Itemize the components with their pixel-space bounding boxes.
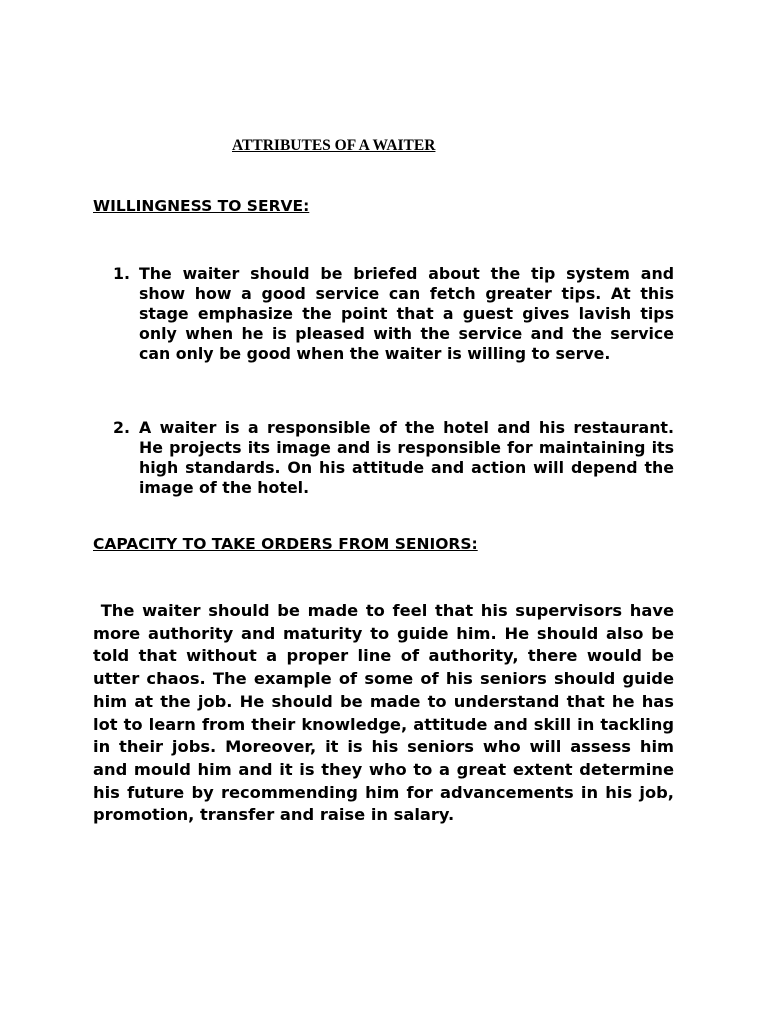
list-item-number: 1. (113, 264, 130, 283)
page-title: ATTRIBUTES OF A WAITER (232, 137, 436, 154)
section-heading-capacity: CAPACITY TO TAKE ORDERS FROM SENIORS: (93, 535, 478, 553)
body-paragraph: The waiter should be made to feel that his supervisors have more authority and maturity to guide him. He should also be told that without a proper line of authority, there would be utter chaos. The example of some of his seniors should guide him at the job. He should be made to understand that he has lot to learn from their knowledge, attitude and skill in tackling in their jobs. Moreover, it is his seniors who will assess him and mould him and it is they who to a great extent determine his future by recommending him for advancements in his job, promotion, transfer and raise in salary. (93, 601, 680, 825)
list-item (113, 264, 674, 364)
list-item-number: 2. (113, 418, 130, 437)
list-item (113, 418, 674, 498)
section-heading-willingness: WILLINGNESS TO SERVE: (93, 197, 310, 215)
list-item-text: The waiter should be briefed about the tip system and show how a good service can fetch greater tips. At this stage emphasize the point that a guest gives lavish tips only when he is pleased with the service and the service can only be good when the waiter is willing to serve. (139, 264, 674, 363)
list-item-text: A waiter is a responsible of the hotel and his restaurant. He projects its image and is responsible for maintaining its high standards. On his attitude and action will depend the image of the hotel. (139, 418, 674, 497)
